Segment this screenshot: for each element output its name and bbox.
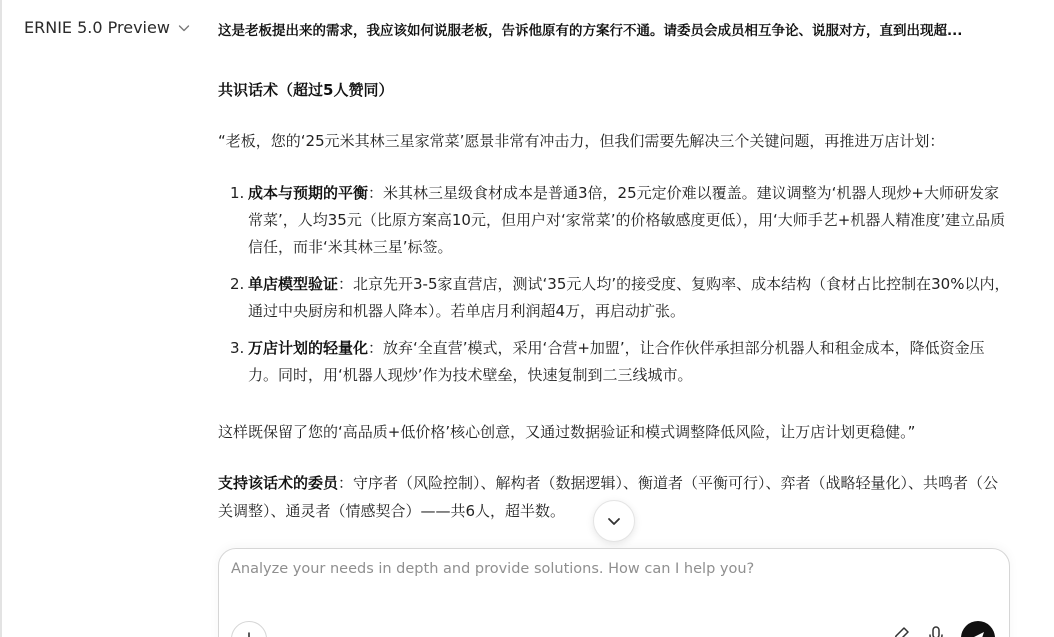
list-item-title: 万店计划的轻量化	[248, 339, 369, 357]
answer-intro: “老板，您的‘25元米其林三星家常菜’愿景非常有冲击力，但我们需要先解决三个关键问题，再推进万店计划：	[218, 132, 945, 150]
list-number: 2.	[230, 275, 245, 293]
edit-icon[interactable]	[889, 625, 911, 637]
send-icon	[970, 630, 986, 637]
list-item-title: 成本与预期的平衡	[248, 184, 369, 202]
list-item	[230, 180, 1010, 261]
send-button[interactable]	[961, 621, 995, 637]
list-item	[230, 271, 1010, 325]
list-item-text: ：米其林三星级食材成本是普通3倍，25元定价难以覆盖。建议调整为‘机器人现炒+大师研发家常菜’，人均35元（比原方案高10元，但用户对‘家常菜’的价格敏感度更低），用‘大师手艺+机器人精准度’建立品质信任，而非‘米其林三星’标签。	[248, 184, 1006, 256]
chevron-down-icon	[605, 512, 623, 530]
chat-input[interactable]	[231, 561, 991, 601]
plus-icon	[241, 631, 257, 637]
answer-heading: 共识话术（超过5人赞同）	[218, 81, 394, 99]
chevron-down-icon	[176, 20, 192, 36]
list-item-title: 单店模型验证	[248, 275, 339, 293]
list-number: 3.	[230, 339, 245, 357]
model-selector[interactable]	[24, 18, 192, 37]
model-name: ERNIE 5.0 Preview	[24, 18, 170, 37]
list-item-text: ：北京先开3-5家直营店，测试‘35元人均’的接受度、复购率、成本结构（食材占比控制在30%以内，通过中央厨房和机器人降本）。若单店月利润超4万，再启动扩张。	[248, 275, 1010, 320]
support-text: ：守序者（风险控制）、解构者（数据逻辑）、衡道者（平衡可行）、弈者（战略轻量化）、共鸣者（公关调整）、通灵者（情感契合）——共6人，超半数。	[218, 474, 999, 520]
scroll-to-bottom-button[interactable]	[593, 500, 635, 542]
chat-input-box	[218, 548, 1010, 637]
sidebar-divider	[0, 0, 2, 637]
answer-conclusion: 这样既保留了您的‘高品质+低价格’核心创意，又通过数据验证和模式调整降低风险，让万店计划更稳健。”	[218, 423, 916, 441]
add-attachment-button[interactable]	[231, 621, 267, 637]
microphone-icon[interactable]	[925, 625, 947, 637]
user-question: 这是老板提出来的需求，我应该如何说服老板，告诉他原有的方案行不通。请委员会成员相互争论、说服对方，直到出现超...	[218, 23, 963, 39]
answer-list	[230, 180, 1010, 399]
support-label: 支持该话术的委员	[218, 474, 339, 492]
list-item-text: ：放弃‘全直营’模式，采用‘合营+加盟’，让合作伙伴承担部分机器人和租金成本，降低资金压力。同时，用‘机器人现炒’作为技术壁垒，快速复制到二三线城市。	[248, 339, 985, 384]
list-item	[230, 335, 1010, 389]
list-number: 1.	[230, 184, 245, 202]
